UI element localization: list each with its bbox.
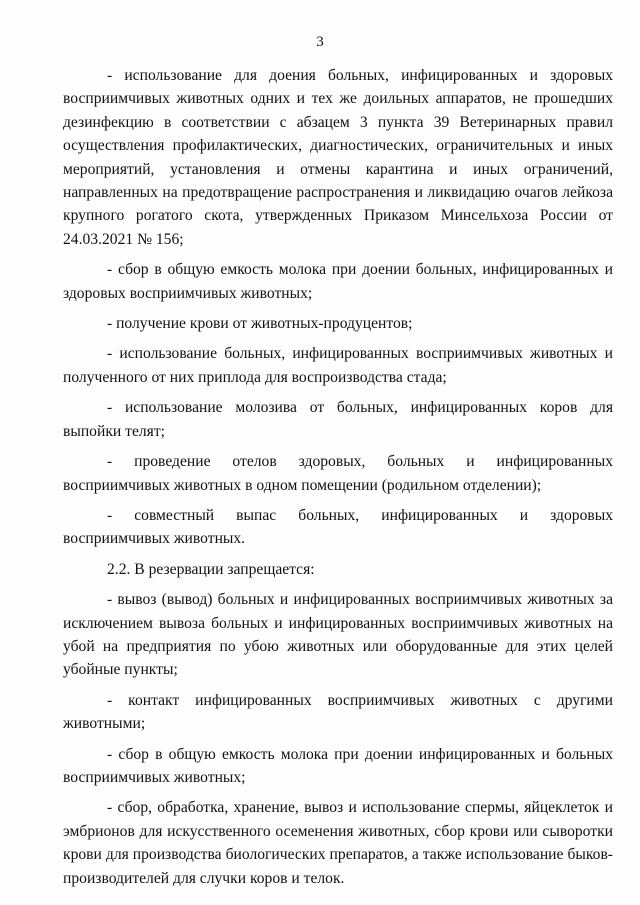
paragraph-milk-collection-reservation: - сбор в общую емкость молока при доении инфицированных и больных восприимчивых животных; [63, 745, 613, 786]
paragraph-herd-reproduction: - использование больных, инфицированных восприимчивых животных и полученного от них приплода для воспроизводства стада; [63, 345, 613, 386]
paragraph-animal-removal: - вывоз (вывод) больных и инфицированных восприимчивых животных за исключением вывоза больных и инфицированных восприимчивых животных на убой на предприятия по убою животных или оборудованные для этих целей убойные пункты; [63, 591, 613, 679]
paragraph-joint-grazing: - совместный выпас больных, инфицированных и здоровых восприимчивых животных. [63, 506, 613, 548]
paragraph-milk-collection: - сбор в общую емкость молока при доении больных, инфицированных и здоровых восприимчивых животных; [63, 261, 613, 302]
document-body [63, 64, 613, 897]
paragraph-animal-contact: - контакт инфицированных восприимчивых животных с другими животными; [63, 691, 613, 733]
section-heading-2-2: 2.2. В резервации запрещается: [107, 560, 315, 578]
paragraph-breeding-materials: - сбор, обработка, хранение, вывоз и использование спермы, яйцеклеток и эмбрионов для искусственного осеменения животных, сбор крови или сыворотки крови для производства биологических препаратов, а также использование быков-производителей для случки коров и телок. [63, 799, 613, 887]
paragraph-calving: - проведение отелов здоровых, больных и инфицированных восприимчивых животных в одном помещении (родильном отделении); [63, 453, 613, 494]
page-number: 3 [316, 34, 324, 50]
paragraph-blood-donors: - получение крови от животных-продуцентов; [107, 315, 413, 333]
paragraph-milking-equipment: - использование для доения больных, инфицированных и здоровых восприимчивых животных одних и тех же доильных аппаратов, не прошедших дезинфекцию в соответствии с абзацем 3 пункта 39 Ветеринарных правил осуществления профилактических, диагностических, ограничительных и иных мероприятий, установления и отмены карантина и иных ограничений, направленных на предотвращение распространения и ликвидацию очагов лейкоза крупного рогатого скота, утвержденных Приказом Минсельхоза России от 24.03.2021 № 156; [63, 67, 613, 248]
paragraph-colostrum: - использование молозива от больных, инфицированных коров для выпойки телят; [63, 399, 613, 440]
